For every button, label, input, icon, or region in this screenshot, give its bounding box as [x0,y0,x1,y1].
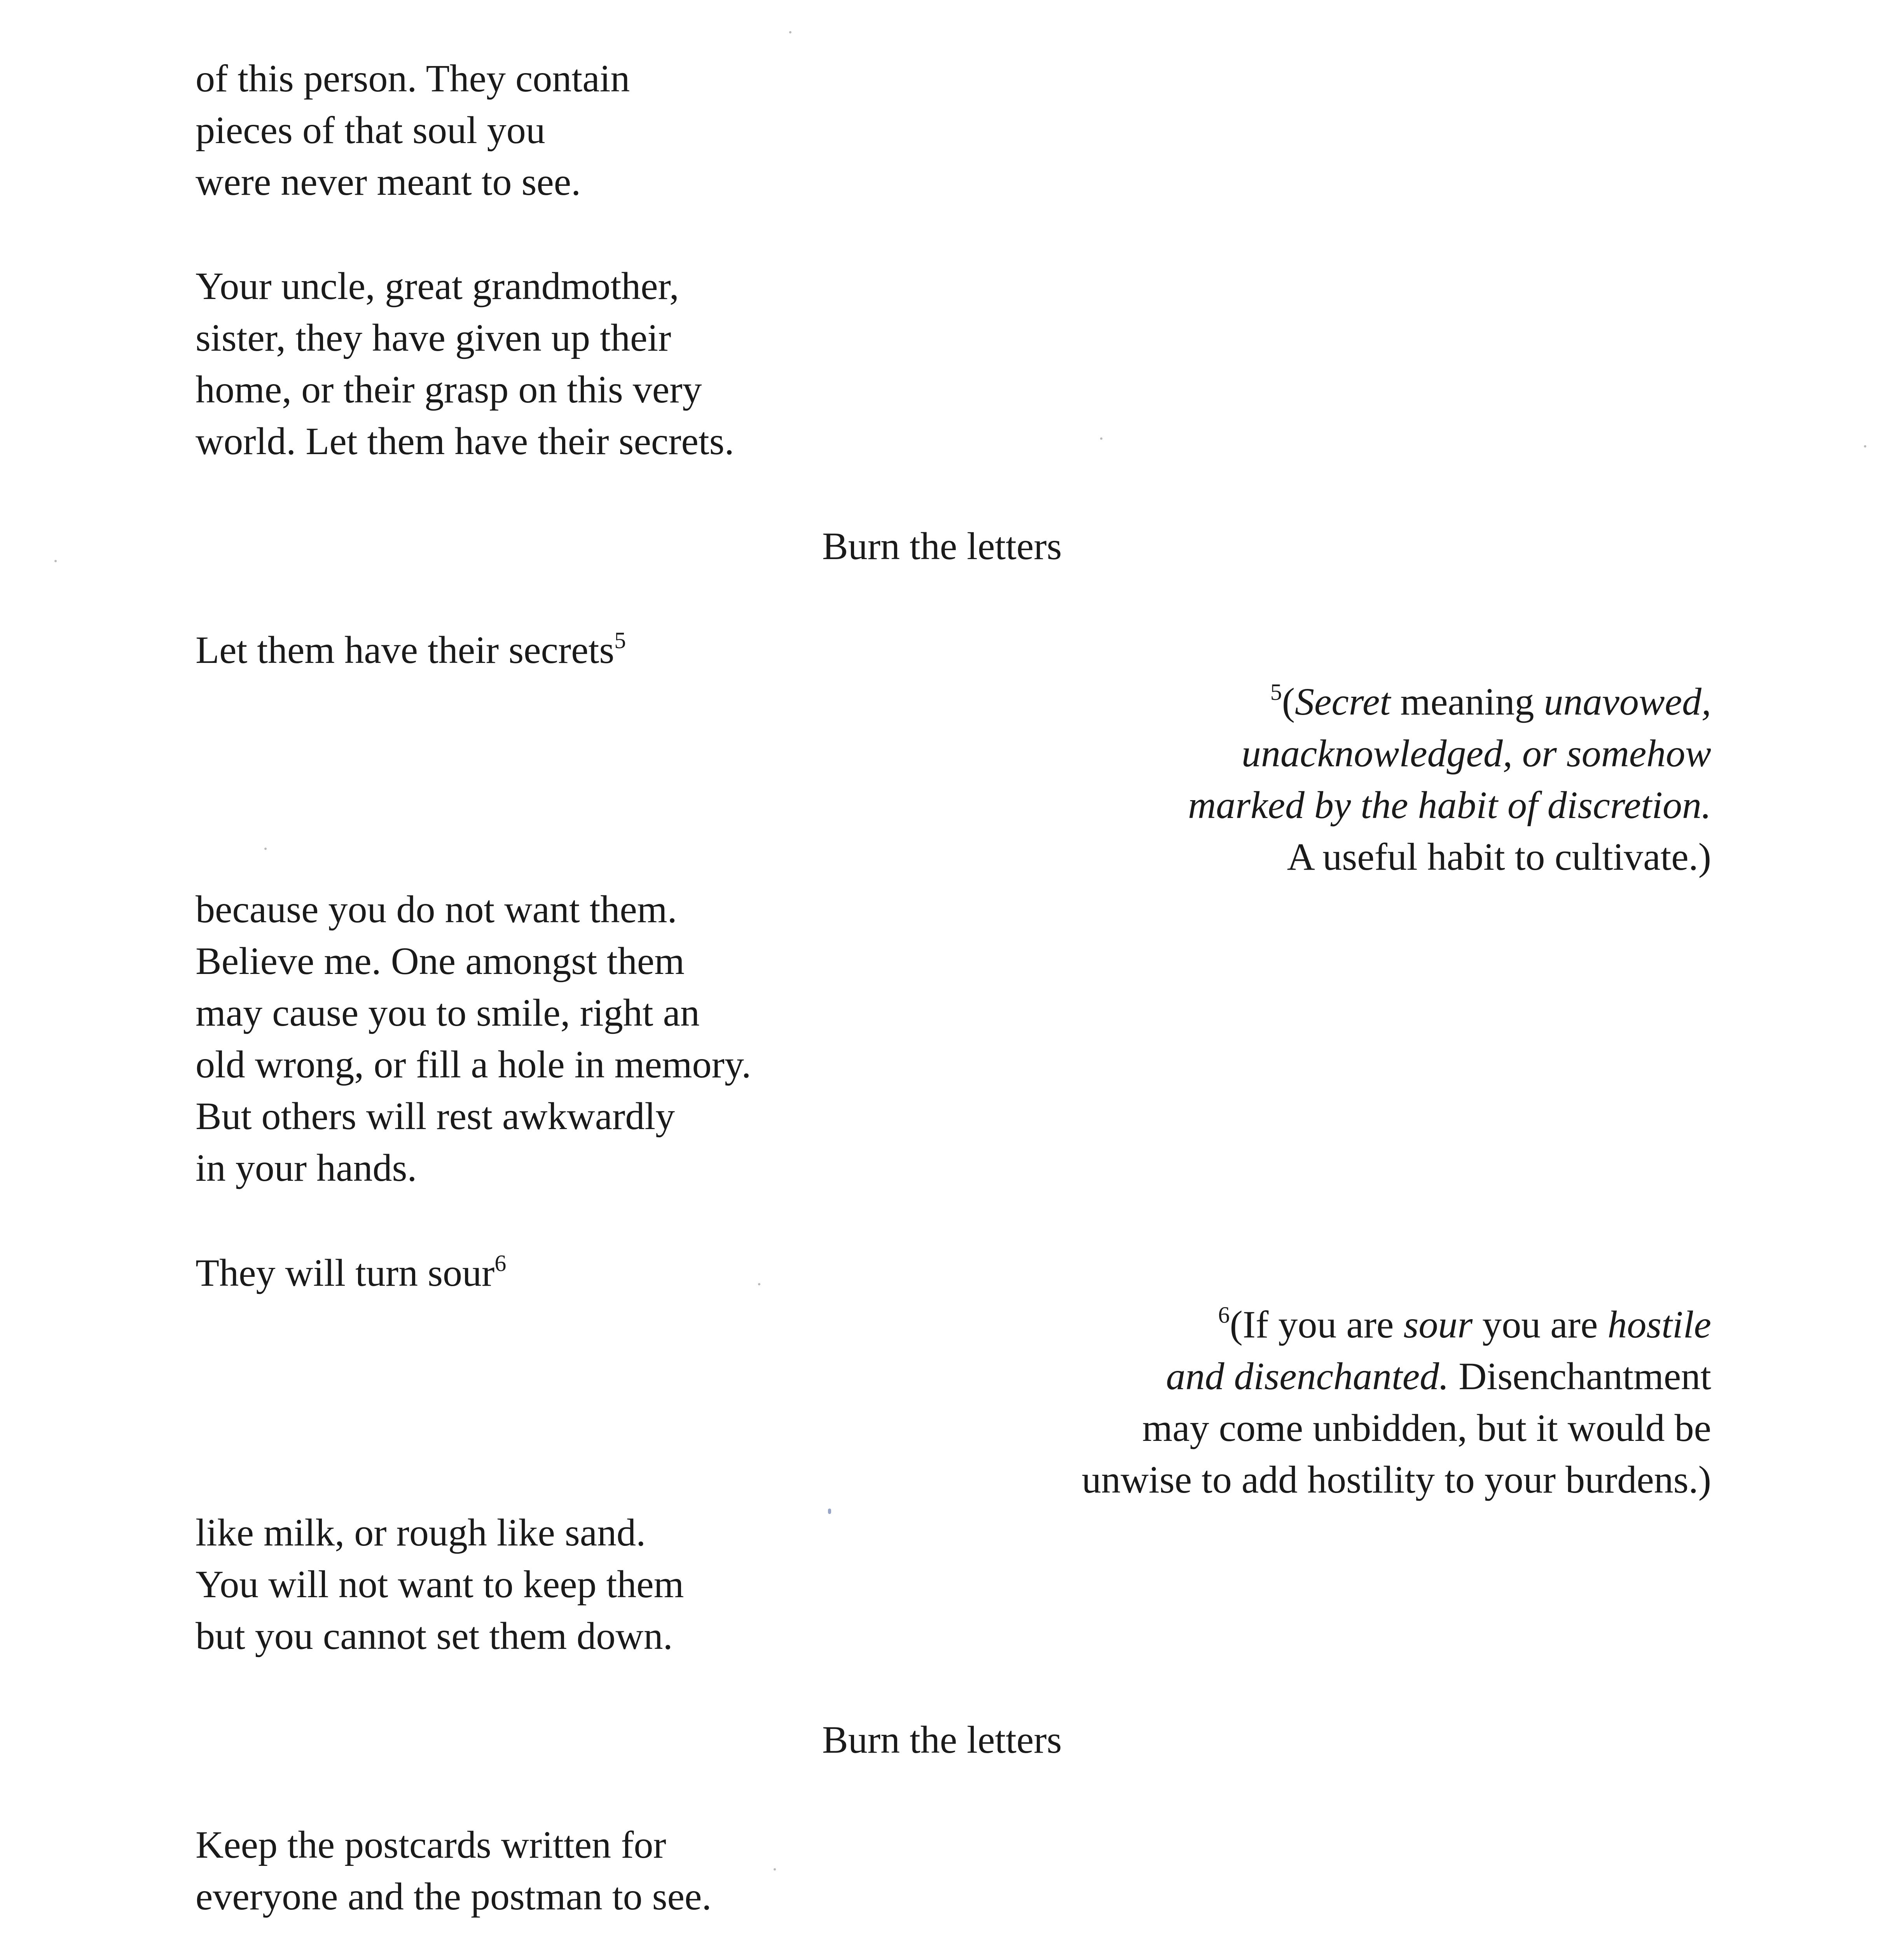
footnote-marker-5: 5 [614,628,626,653]
stanza-line: world. Let them have their secrets. [196,420,734,463]
stanza-line: may cause you to smile, right an [196,991,700,1034]
scan-speck [1100,437,1102,440]
stanza-line: home, or their grasp on this very [196,368,702,411]
footnote-ref-line-6 [196,1247,506,1299]
footnote-line: marked by the habit of discretion. [1188,783,1711,827]
stanza-line: old wrong, or fill a hole in memory. [196,1043,751,1086]
scan-speck [1864,445,1866,448]
footnote-6 [1082,1299,1711,1505]
scan-speck [774,1868,776,1871]
footnote-marker-6: 6 [494,1250,507,1276]
scan-speck [54,560,57,562]
scan-speck [758,1283,760,1285]
scan-speck [789,31,791,33]
footnote-ref-line-5 [196,624,626,676]
footnote-line: unacknowledged, or somehow [1241,732,1711,775]
refrain-burn-the-letters: Burn the letters [822,1718,1062,1761]
footnote-ref-text: They will turn sour [196,1251,495,1294]
stanza-line: Believe me. One amongst them [196,939,685,982]
footnote-5 [1188,676,1711,883]
footnote-ref-text: Let them have their secrets [196,628,615,671]
stanza-4 [196,1507,684,1662]
scan-speck [828,1509,831,1514]
stanza-line: Keep the postcards written for [196,1823,666,1866]
stanza-line: like milk, or rough like sand. [196,1511,646,1554]
stanza-line: because you do not want them. [196,888,677,931]
footnote-line: A useful habit to cultivate.) [1287,835,1711,878]
footnote-marker-5: 5 [1270,679,1282,705]
stanza-line: You will not want to keep them [196,1563,684,1606]
footnote-line: and disenchanted. Disenchantment [1166,1355,1711,1398]
footnote-line: $^5$(Secret meaning unavowed, [1270,679,1711,723]
stanza-3 [196,883,751,1194]
stanza-line: sister, they have given up their [196,316,671,359]
stanza-line: of this person. They contain [196,57,630,100]
scan-speck [264,848,267,850]
footnote-line: may come unbidden, but it would be [1142,1406,1711,1449]
stanza-line: were never meant to see. [196,160,581,203]
stanza-line: in your hands. [196,1146,417,1189]
refrain-burn-the-letters: Burn the letters [822,524,1062,568]
stanza-5 [196,1819,711,1922]
stanza-line: everyone and the postman to see. [196,1875,712,1918]
footnote-marker-6: 6 [1218,1302,1230,1328]
footnote-line: $^6$(If you are sour you are hostile [1218,1302,1711,1346]
stanza-line: but you cannot set them down. [196,1614,673,1657]
stanza-2 [196,260,734,467]
stanza-line: But others will rest awkwardly [196,1094,675,1138]
stanza-1 [196,52,630,208]
footnote-line: unwise to add hostility to your burdens.) [1081,1458,1711,1501]
stanza-line: Your uncle, great grandmother, [196,264,679,308]
stanza-line: pieces of that soul you [196,108,545,152]
